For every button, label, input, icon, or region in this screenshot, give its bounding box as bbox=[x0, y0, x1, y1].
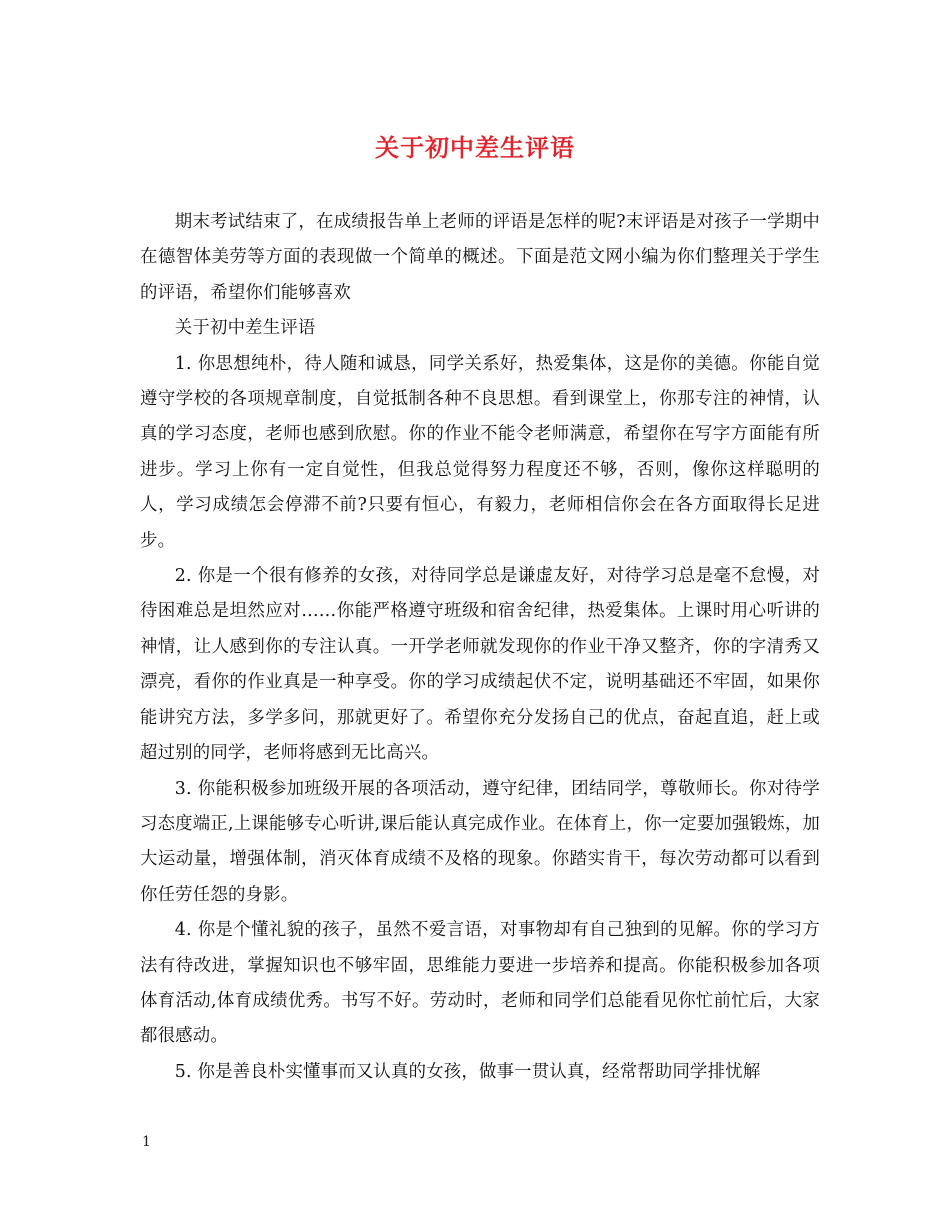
comment-item-4: 4. 你是个懂礼貌的孩子，虽然不爱言语，对事物却有自己独到的见解。你的学习方法有待改进，掌握知识也不够牢固，思维能力要进一步培养和提高。你能积极参加各项体育活动,体育成绩优秀。书写不好。劳动时，老师和同学们总能看见你忙前忙后，大家都很感动。 bbox=[140, 920, 820, 1047]
comment-item-3: 3. 你能积极参加班级开展的各项活动，遵守纪律，团结同学，尊敬师长。你对待学习态度端正,上课能够专心听讲,课后能认真完成作业。在体育上，你一定要加强锻炼，加大运动量，增强体制，消灭体育成绩不及格的现象。你踏实肯干，每次劳动都可以看到你任劳任怨的身影。 bbox=[140, 778, 820, 905]
document-body bbox=[140, 205, 820, 1090]
comment-item-1: 1. 你思想纯朴，待人随和诚恳，同学关系好，热爱集体，这是你的美德。你能自觉遵守学校的各项规章制度，自觉抵制各种不良思想。看到课堂上，你那专注的神情，认真的学习态度，老师也感到欣慰。你的作业不能令老师满意，希望你在写字方面能有所进步。学习上你有一定自觉性，但我总觉得努力程度还不够，否则，像你这样聪明的人，学习成绩怎会停滞不前?只要有恒心，有毅力，老师相信你会在各方面取得长足进步。 bbox=[140, 353, 820, 551]
document-title: 关于初中差生评语 bbox=[375, 133, 575, 162]
page-number: 1 bbox=[142, 1134, 151, 1150]
section-subheading: 关于初中差生评语 bbox=[174, 318, 316, 339]
intro-paragraph: 期末考试结束了，在成绩报告单上老师的评语是怎样的呢?末评语是对孩子一学期中在德智体美劳等方面的表现做一个简单的概述。下面是范文网小编为你们整理关于学生的评语，希望你们能够喜欢 bbox=[140, 212, 820, 303]
comment-item-5: 5. 你是善良朴实懂事而又认真的女孩，做事一贯认真，经常帮助同学排忧解 bbox=[174, 1061, 761, 1082]
comment-item-2: 2. 你是一个很有修养的女孩，对待同学总是谦虚友好，对待学习总是毫不怠慢，对待困难总是坦然应对……你能严格遵守班级和宿舍纪律，热爱集体。上课时用心听讲的神情，让人感到你的专注认真。一开学老师就发现你的作业干净又整齐，你的字清秀又漂亮，看你的作业真是一种享受。你的学习成绩起伏不定，说明基础还不牢固，如果你能讲究方法，多学多问，那就更好了。希望你充分发扬自己的优点，奋起直追，赶上或超过别的同学，老师将感到无比高兴。 bbox=[140, 566, 820, 764]
